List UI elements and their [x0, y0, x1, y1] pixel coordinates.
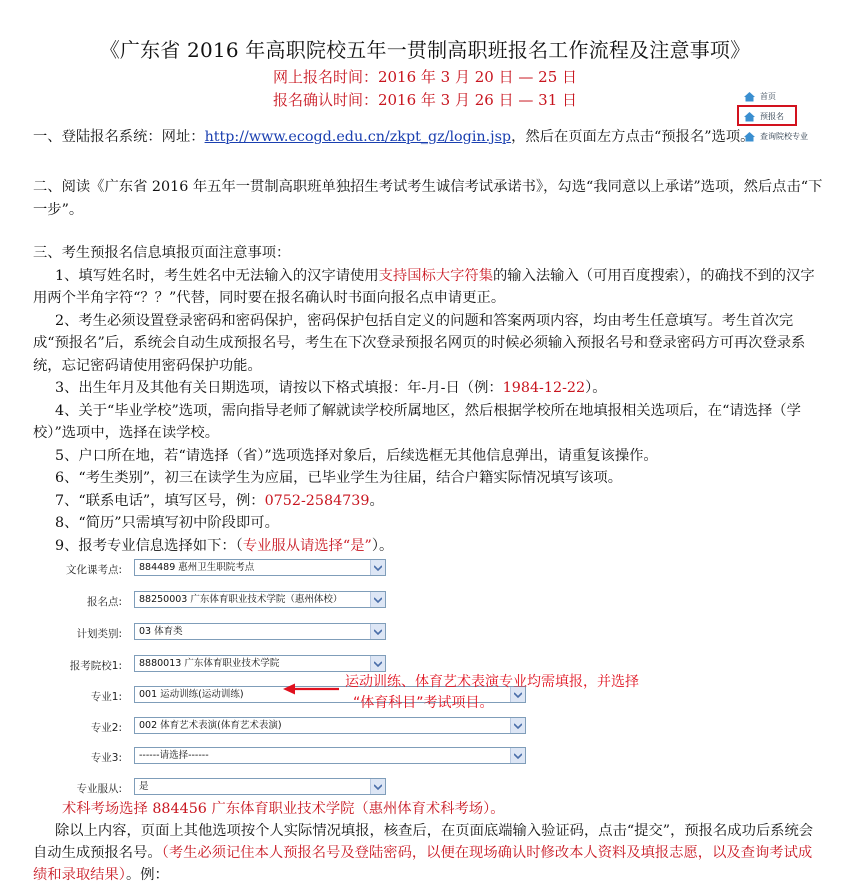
form-label: 文化课考点:: [65, 564, 122, 576]
form-row-reg-point: [30, 588, 550, 610]
mini-nav-label: 查询院校专业: [760, 131, 808, 141]
document-title: 《广东省 2016 年高职院校五年一贯制高职班报名工作流程及注意事项》: [99, 38, 751, 62]
dropdown-arrow-icon: [510, 748, 525, 763]
login-url-link[interactable]: http://www.ecogd.edu.cn/zkpt_gz/login.jsp: [204, 129, 512, 145]
mini-nav-label: 预报名: [760, 111, 784, 121]
select-value: 88250003 广东体育职业技术学院（惠州体校）: [139, 594, 343, 605]
mini-nav-label: 首页: [760, 91, 776, 101]
item-5: [33, 445, 823, 468]
section-3-heading: 三、考生预报名信息填报页面注意事项：: [33, 245, 291, 261]
item-9-highlight: 专业服从请选择“是”: [242, 537, 372, 554]
item-7-text-b: 。: [369, 492, 384, 509]
section-1-prefix: 一、登陆报名系统：网址：: [33, 129, 205, 145]
item-7-text: 7、“联系电话”，填写区号，例：: [55, 492, 265, 509]
confirmation-time: 报名确认时间：2016 年 3 月 26 日 — 31 日: [272, 91, 578, 109]
select-value: 002 体育艺术表演(体育艺术表演): [139, 720, 282, 731]
mini-nav-home: [743, 86, 823, 106]
item-1-highlight: 支持国标大字符集: [378, 267, 493, 284]
item-9-text: 9、报考专业信息选择如下：（: [55, 537, 243, 554]
item-3-text-b: ）。: [585, 380, 607, 396]
major-3-select[interactable]: [134, 747, 526, 764]
home-icon: [743, 91, 756, 102]
form-label: 计划类别:: [76, 628, 122, 640]
major-annotation: [345, 672, 685, 714]
dropdown-arrow-icon: [370, 592, 385, 607]
red-arrow-icon: [283, 682, 339, 696]
item-7: [33, 490, 823, 513]
section-1-suffix: ，然后在页面左方点击“预报名”选项。: [511, 129, 755, 145]
select-value: 03 体育类: [139, 626, 183, 637]
item-2-text: 2、考生必须设置登录密码和密码保护，密码保护包括自定义的问题和答案两项内容，均由考生任意填写。考生首次完成“预报名”后，系统会自动生成预报名号，考生在下次登录预报名网页的时候必须输入预报名号和登录密码方可再次登录系统，忘记密码请使用密码保护功能。: [33, 312, 806, 374]
select-value: 是: [139, 781, 149, 792]
annotation-line-1: 运动训练、体育艺术表演专业均需填报，并选择: [345, 674, 639, 690]
select-value: 884489 惠州卫生职院考点: [139, 562, 255, 573]
item-3-highlight: 1984-12-22: [502, 380, 586, 396]
form-row-major-2: [30, 714, 550, 736]
exam-site-select[interactable]: [134, 559, 386, 576]
form-row-school-1: [30, 652, 550, 674]
item-9: [33, 535, 823, 558]
mini-nav-preregister: [743, 106, 823, 126]
closing-text: 除以上内容，页面上其他选项按个人实际情况填报，核查后，在页面底端输入验证码，点击“提交”，预报名成功后系统会自动生成预报名号。: [33, 823, 814, 861]
form-label: 报考院校1:: [69, 660, 122, 672]
section-3: [33, 242, 823, 557]
closing-text-b: 。例：: [125, 867, 169, 883]
exam-site-note: 术科考场选择 884456 广东体育职业技术学院（惠州体育术科考场）。: [62, 801, 505, 817]
reg-point-select[interactable]: [134, 591, 386, 608]
item-7-highlight: 0752-2584739: [264, 492, 370, 509]
plan-type-select[interactable]: [134, 623, 386, 640]
item-1-text-b: 的输入法输入（可用百度搜索），的确找不到的汉字用两个半角字符“？？”代替，同时要在报名确认时书面向报名点申请更正。: [33, 267, 815, 306]
dropdown-arrow-icon: [370, 624, 385, 639]
dropdown-arrow-icon: [370, 560, 385, 575]
closing-paragraph: [33, 820, 823, 886]
annotation-line-2: “体育科目”考试项目。: [353, 695, 494, 711]
item-5-text: 5、户口所在地，若“请选择（省）”选项选择对象后，后续选框无其他信息弹出，请重复该操作。: [55, 447, 658, 464]
dropdown-arrow-icon: [510, 718, 525, 733]
item-1: [33, 265, 823, 310]
form-row-exam-site: [30, 556, 550, 578]
item-1-text: 1、填写姓名时，考生姓名中无法输入的汉字请使用: [55, 267, 379, 284]
form-label: 专业2:: [90, 722, 122, 734]
item-6: [33, 467, 823, 490]
dropdown-arrow-icon: [370, 656, 385, 671]
select-value: ------请选择------: [139, 750, 209, 761]
section-2: 二、阅读《广东省 2016 年五年一贯制高职班单独招生考试考生诚信考试承诺书》，勾选“我同意以上承诺”选项，然后点击“下一步”。: [33, 179, 823, 218]
item-9-text-b: ）。: [371, 537, 394, 554]
item-6-text: 6、“考生类别”，初三在读学生为应届，已毕业学生为往届，结合户籍实际情况填写该项。: [55, 470, 622, 486]
form-label: 专业3:: [90, 752, 122, 764]
item-3-text: 3、出生年月及其他有关日期选项，请按以下格式填报：年-月-日（例：: [55, 380, 503, 396]
closing-highlight: （考生必须记住本人预报名号及登陆密码，以便在现场确认时修改本人资料及填报志愿，以及查询考试成绩和录取结果）: [33, 845, 813, 883]
item-2: [33, 310, 823, 378]
item-8-text: 8、“简历”只需填写初中阶段即可。: [55, 515, 279, 531]
item-3: [33, 377, 823, 400]
major-2-select[interactable]: [134, 717, 526, 734]
form-row-major-3: [30, 744, 550, 766]
item-4-text: 4、关于“毕业学校”选项，需向指导老师了解就读学校所属地区，然后根据学校所在地填报相关选项后，在“请选择（学校）”选项中，选择在读学校。: [33, 402, 801, 441]
form-label: 专业1:: [90, 691, 122, 703]
item-4: [33, 400, 823, 445]
school-1-select[interactable]: [134, 655, 386, 672]
form-row-obey: [30, 775, 550, 797]
item-8: [33, 512, 823, 535]
select-value: 001 运动训练(运动训练): [139, 689, 244, 700]
select-value: 8880013 广东体育职业技术学院: [139, 658, 280, 669]
obey-select[interactable]: [134, 778, 386, 795]
section-1: [33, 126, 823, 149]
online-registration-time: 网上报名时间：2016 年 3 月 20 日 — 25 日: [272, 68, 578, 86]
dropdown-arrow-icon: [370, 779, 385, 794]
form-label: 专业服从:: [76, 783, 122, 795]
form-row-plan-type: [30, 620, 550, 642]
highlight-box: [737, 105, 797, 126]
form-label: 报名点:: [86, 596, 122, 608]
